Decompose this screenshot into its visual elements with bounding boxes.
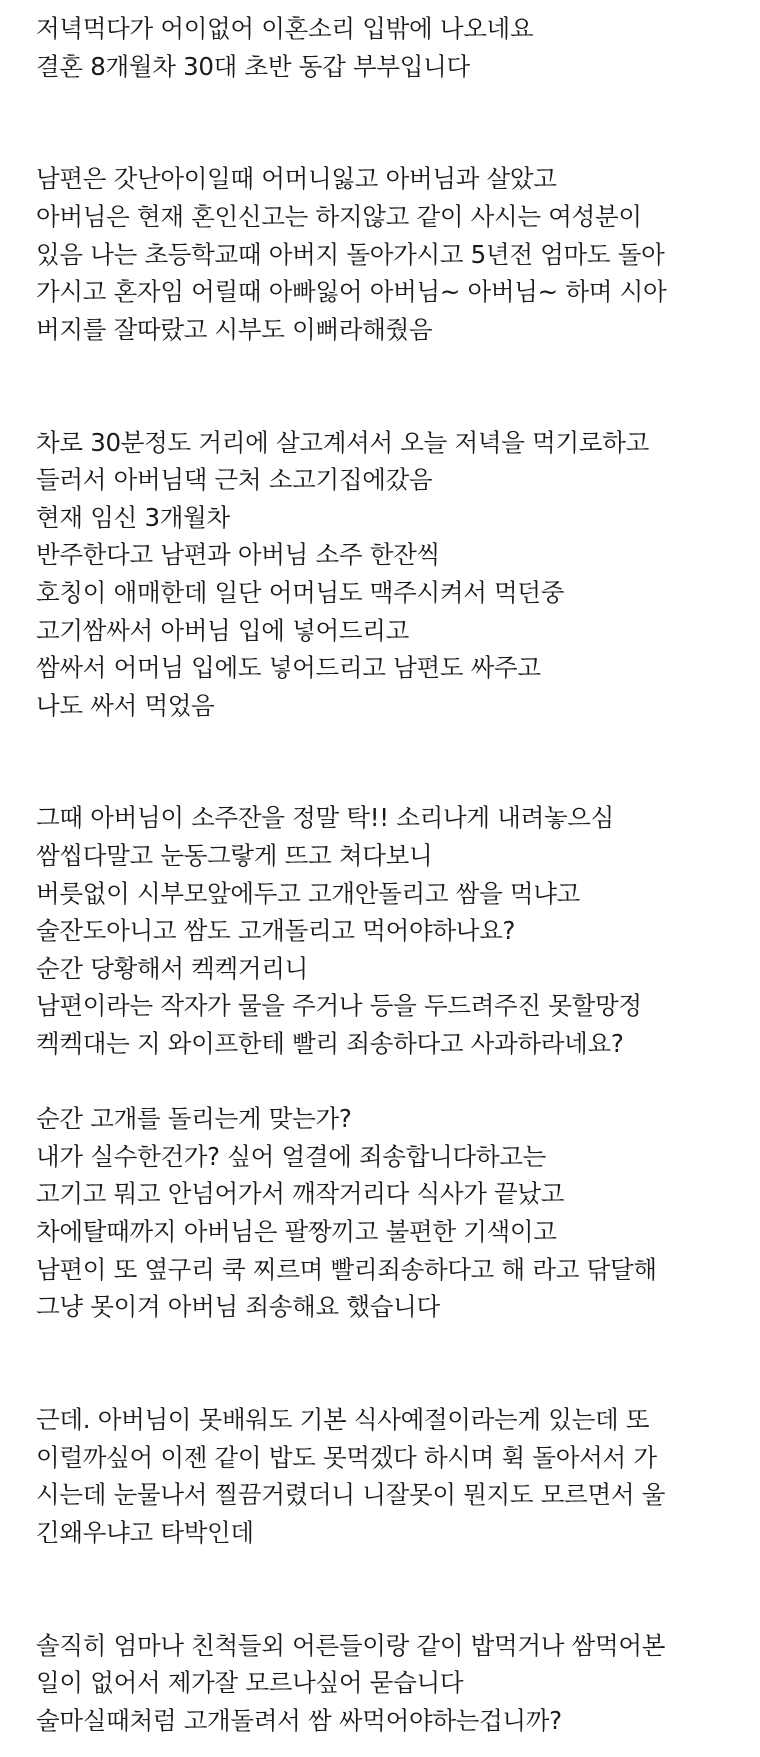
post-line: 저녁먹다가 어이없어 이혼소리 입밖에 나오네요 bbox=[36, 14, 534, 43]
paragraph-gap bbox=[36, 1326, 746, 1364]
post-line: 근데. 아버님이 못배워도 기본 식사예절이라는게 있는데 또 bbox=[36, 1404, 650, 1434]
paragraph-gap bbox=[36, 348, 746, 386]
post-line: 솔직히 엄마나 친척들외 어른들이랑 같이 밥먹거나 쌈먹어본 bbox=[36, 1630, 666, 1660]
post-line: 남편은 갓난아이일때 어머니잃고 아버님과 살았고 bbox=[36, 164, 557, 194]
paragraph-gap bbox=[36, 1551, 746, 1589]
post-line: 들러서 아버님댁 근처 소고기집에갔음 bbox=[36, 465, 433, 495]
post-line: 일이 없어서 제가잘 모르나싶어 묻습니다 bbox=[36, 1668, 464, 1698]
post-line: 켁켁대는 지 와이프한테 빨리 죄송하다고 사과하라네요? bbox=[36, 1029, 624, 1059]
paragraph-gap bbox=[36, 762, 746, 800]
post-line: 쌈씹다말고 눈동그랗게 뜨고 쳐다보니 bbox=[36, 841, 433, 871]
post-body bbox=[36, 10, 746, 1739]
post-line: 술잔도아니고 쌈도 고개돌리고 먹어야하나요? bbox=[36, 916, 516, 946]
post-line: 아버님은 현재 혼인신고는 하지않고 같이 사시는 여성분이 bbox=[36, 201, 642, 231]
post-line: 그때 아버님이 소주잔을 정말 탁!! 소리나게 내려놓으심 bbox=[36, 803, 615, 833]
post-line: 고기쌈싸서 아버님 입에 넣어드리고 bbox=[36, 615, 409, 645]
post-line: 반주한다고 남편과 아버님 소주 한잔씩 bbox=[36, 540, 440, 570]
post-line: 나도 싸서 먹었음 bbox=[36, 690, 215, 720]
post-line: 차로 30분정도 거리에 살고계셔서 오늘 저녁을 먹기로하고 bbox=[36, 427, 649, 457]
post-line: 차에탈때까지 아버님은 팔짱끼고 불편한 기색이고 bbox=[36, 1217, 557, 1246]
post-line: 시는데 눈물나서 찔끔거렸더니 니잘못이 뭔지도 모르면서 울 bbox=[36, 1480, 666, 1510]
post-line: 이럴까싶어 이젠 같이 밥도 못먹겠다 하시며 휙 돌아서서 가 bbox=[36, 1442, 657, 1472]
post-line: 있음 나는 초등학교때 아버지 돌아가시고 5년전 엄마도 돌아 bbox=[36, 239, 665, 269]
post-line: 고기고 뭐고 안넘어가서 깨작거리다 식사가 끝났고 bbox=[36, 1179, 565, 1209]
post-line: 긴왜우냐고 타박인데 bbox=[36, 1517, 254, 1547]
post-line: 쌈싸서 어머님 입에도 넣어드리고 남편도 싸주고 bbox=[36, 653, 541, 683]
post-line: 버릇없이 시부모앞에두고 고개안돌리고 쌈을 먹냐고 bbox=[36, 878, 581, 908]
post-line: 결혼 8개월차 30대 초반 동갑 부부입니다 bbox=[36, 51, 470, 81]
post-line: 남편이라는 작자가 물을 주거나 등을 두드려주진 못할망정 bbox=[36, 991, 642, 1021]
post-line: 남편이 또 옆구리 쿡 찌르며 빨리죄송하다고 해 라고 닦달해 bbox=[36, 1254, 657, 1284]
post-line: 순간 고개를 돌리는게 맞는가? bbox=[36, 1104, 352, 1134]
paragraph-gap bbox=[36, 1589, 746, 1627]
post-line: 순간 당황해서 켁켁거리니 bbox=[36, 953, 309, 983]
paragraph-gap bbox=[36, 1063, 746, 1101]
post-line: 버지를 잘따랐고 시부도 이뻐라해줬음 bbox=[36, 314, 433, 344]
paragraph-gap bbox=[36, 1363, 746, 1401]
paragraph-gap bbox=[36, 724, 746, 762]
post-line: 술마실때처럼 고개돌려서 쌈 싸먹어야하는겁니까? bbox=[36, 1705, 562, 1735]
paragraph-gap bbox=[36, 85, 746, 123]
post-line: 현재 임신 3개월차 bbox=[36, 502, 230, 532]
post-line: 그냥 못이겨 아버님 죄송해요 했습니다 bbox=[36, 1292, 440, 1322]
paragraph-gap bbox=[36, 123, 746, 161]
paragraph-gap bbox=[36, 386, 746, 424]
post-line: 내가 실수한건가? 싶어 얼결에 죄송합니다하고는 bbox=[36, 1141, 546, 1171]
post-line: 가시고 혼자임 어릴때 아빠잃어 아버님~ 아버님~ 하며 시아 bbox=[36, 277, 667, 307]
post-line: 호칭이 애매한데 일단 어머님도 맥주시켜서 먹던중 bbox=[36, 577, 565, 607]
